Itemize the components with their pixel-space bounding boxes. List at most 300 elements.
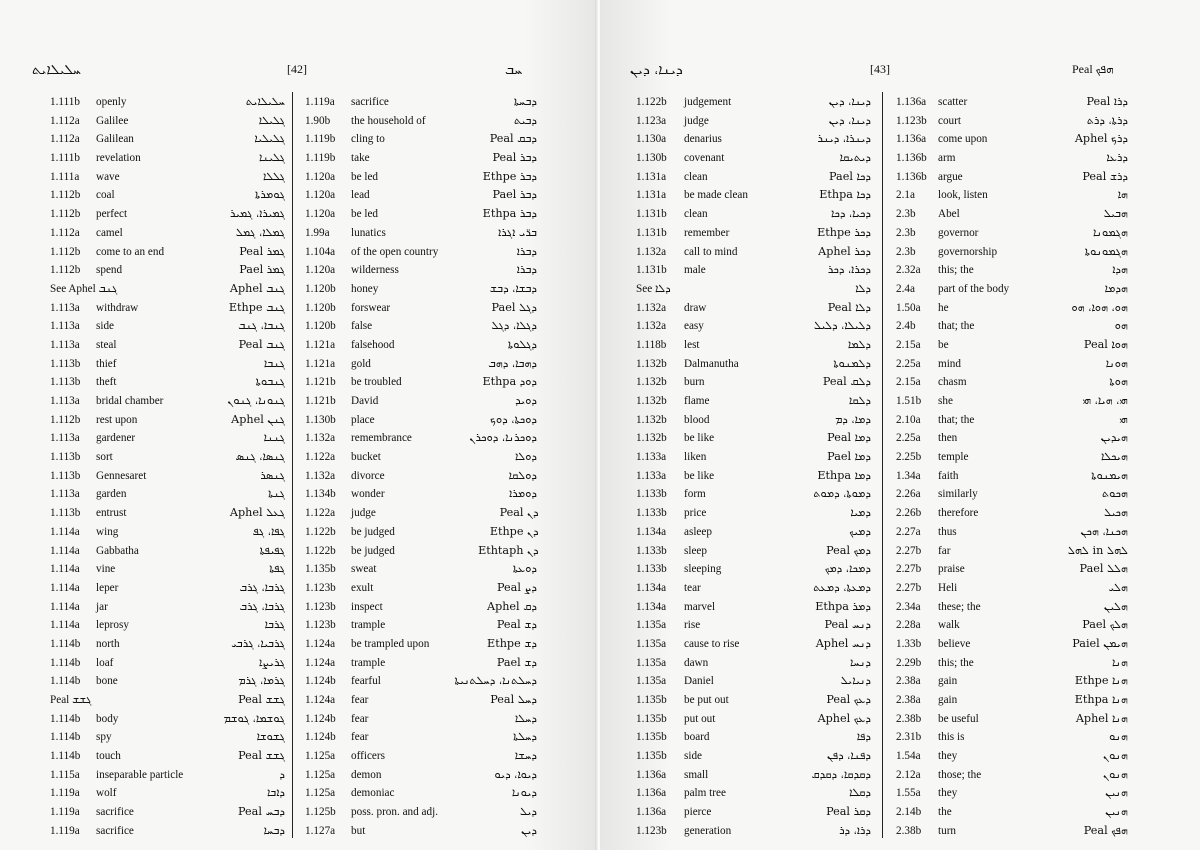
entry-reference: 1.136b	[896, 170, 927, 183]
entry-row	[896, 691, 1128, 710]
entry-reference: 1.124b	[305, 675, 336, 688]
entry-syriac: ܕܪܬܐ، ܕܪܬ	[1086, 113, 1128, 127]
entry-gloss: be	[938, 338, 949, 351]
entry-gloss: be judged	[351, 544, 395, 557]
entry-syriac: ܓܠܝܠܝܐ	[254, 132, 285, 146]
entry-row	[305, 504, 537, 523]
entry-syriac: ܕܡܘܬܐ، ܕܡܘܬ	[813, 487, 871, 501]
entry-reference: 2.34a	[896, 600, 921, 613]
entry-reference: 1.113b	[50, 376, 81, 389]
entry-row	[896, 504, 1128, 523]
entry-row	[636, 766, 871, 785]
entry-syriac: ܓܡܝܪܐ، ܓܡܝܪ	[230, 207, 285, 221]
entry-reference: 1.124b	[305, 731, 336, 744]
entry-gloss: wave	[96, 170, 120, 183]
entry-row	[305, 616, 537, 635]
entry-gloss: withdraw	[96, 301, 139, 314]
entry-reference: 1.113a	[50, 488, 80, 501]
entry-reference: 1.114a	[50, 600, 80, 613]
entry-reference: 1.132a	[305, 469, 336, 482]
entry-reference: 1.112a	[50, 133, 80, 146]
page-number-43: [43]	[870, 62, 890, 76]
entry-row	[305, 747, 537, 766]
entry-row	[50, 429, 285, 448]
entry-row	[305, 784, 537, 803]
entry-gloss: be made clean	[684, 189, 748, 202]
entry-row	[636, 224, 871, 243]
entry-gloss: that; the	[938, 413, 975, 426]
entry-gloss: lest	[684, 338, 700, 351]
entry-syriac: ܗܕܡܐ	[1104, 281, 1128, 295]
entry-reference: 1.113b	[50, 451, 81, 464]
entry-gloss: then	[938, 432, 958, 445]
entry-gloss: thief	[96, 357, 117, 370]
entry-row	[50, 112, 285, 131]
left-page	[0, 0, 597, 850]
entry-row	[305, 299, 537, 318]
entry-reference: 1.130b	[305, 413, 336, 426]
entry-row	[896, 542, 1128, 561]
entry-syriac: Peal ܕܒܚ	[238, 805, 285, 819]
entry-syriac: ܕܘܠܐ	[514, 450, 537, 464]
entry-reference: 1.118b	[636, 338, 667, 351]
entry-row	[305, 579, 537, 598]
entry-syriac: ܓܪܡܐ، ܓܪܡ	[238, 674, 285, 688]
entry-reference: 1.124a	[305, 656, 336, 669]
entry-gloss: court	[938, 114, 961, 127]
entry-gloss: walk	[938, 619, 960, 632]
entry-syriac: ܓܠܝܠܐ	[258, 113, 285, 127]
entry-reference: 1.135a	[636, 675, 667, 688]
entry-row	[305, 710, 537, 729]
entry-reference: See ܕܠܐ	[636, 282, 671, 295]
entry-gloss: camel	[96, 226, 123, 239]
entry-gloss: palm tree	[684, 787, 726, 800]
entry-reference: 1.122b	[305, 544, 336, 557]
entry-gloss: inseparable particle	[96, 768, 184, 781]
entry-row	[896, 411, 1128, 430]
entry-reference: 1.120b	[305, 320, 336, 333]
entry-gloss: Abel	[938, 208, 960, 221]
entry-gloss: board	[684, 731, 710, 744]
entry-syriac: ܕܓܠܘܬܐ	[507, 337, 537, 351]
entry-row	[50, 299, 285, 318]
entry-reference: 1.136a	[636, 787, 667, 800]
entry-syriac: ܕܢܚܐ	[850, 655, 871, 669]
entry-row	[305, 280, 537, 299]
entry-row	[636, 186, 871, 205]
entry-syriac: Ethtaph ܕܢ	[478, 543, 537, 557]
entry-gloss: dawn	[684, 656, 709, 669]
entry-row	[305, 149, 537, 168]
entry-row	[50, 579, 285, 598]
entry-reference: 1.119a	[50, 806, 80, 819]
entry-gloss: be judged	[351, 525, 395, 538]
entry-reference: 1.125b	[305, 806, 336, 819]
entry-gloss: rest upon	[96, 413, 138, 426]
entry-syriac: ܗܢܝܢ	[1105, 805, 1128, 819]
entry-syriac: ܗܘ، ܗܘܐ، ܗܘ	[1071, 300, 1128, 314]
entry-reference: 2.4a	[896, 282, 915, 295]
entry-syriac: ܗܝ	[1119, 412, 1128, 426]
entry-reference: 2.14b	[896, 806, 922, 819]
entry-row	[636, 429, 871, 448]
entry-reference: 1.134a	[636, 600, 667, 613]
entry-row	[50, 616, 285, 635]
entry-row	[50, 635, 285, 654]
entry-reference: 2.3b	[896, 226, 916, 239]
entry-gloss: entrust	[96, 507, 127, 520]
entry-row	[636, 93, 871, 112]
entry-row	[636, 803, 871, 822]
entry-syriac: Aphel ܓܢܢ	[231, 412, 285, 426]
entry-gloss: fear	[351, 712, 369, 725]
entry-syriac: Peal ܕܪܐ	[1086, 95, 1128, 108]
entry-row	[636, 448, 871, 467]
entry-reference: 1.123a	[636, 114, 667, 127]
entry-gloss: touch	[96, 750, 121, 763]
entry-syriac: ܗܠܝܢ	[1103, 599, 1128, 613]
entry-syriac: Aphel ܕܟܪ	[818, 244, 871, 258]
entry-gloss: governor	[938, 226, 979, 239]
entry-reference: 1.121b	[305, 376, 336, 389]
entry-syriac: ܕܘܝܕ	[515, 394, 537, 407]
entry-syriac: ܕܟܪܐ، ܕܟܪ	[827, 263, 871, 277]
entry-row	[305, 542, 537, 561]
right-column-2	[896, 93, 1128, 841]
entry-row	[896, 616, 1128, 635]
entry-row	[50, 672, 285, 691]
entry-syriac: ܗܘܬܐ	[1109, 375, 1128, 389]
entry-syriac: ܗܝܡܢܘܬܐ	[1091, 468, 1128, 482]
entry-syriac: ܕܡܐ، ܕܡ	[835, 412, 871, 426]
entry-syriac: ܕܝܘܢܐ	[511, 786, 537, 800]
entry-row	[896, 373, 1128, 392]
entry-gloss: asleep	[684, 525, 712, 538]
entry-syriac: ܕܚܫܐ	[514, 749, 537, 763]
entry-reference: 1.122b	[636, 96, 667, 108]
entry-gloss: Gabbatha	[96, 544, 139, 557]
entry-syriac: Peal ܕܢܚ	[824, 618, 871, 632]
entry-row	[50, 822, 285, 841]
entry-reference: 1.115a	[50, 768, 80, 781]
entry-syriac: ܓܦܝܦܬܐ	[259, 543, 285, 557]
entry-row	[896, 728, 1128, 747]
entry-reference: 1.123b	[305, 581, 336, 594]
entry-syriac: Aphel ܕܢܚ	[815, 636, 871, 650]
entry-row	[50, 485, 285, 504]
entry-row	[636, 168, 871, 187]
entry-syriac: ܕܘܥܬܐ	[512, 562, 537, 576]
entry-gloss: loaf	[96, 656, 114, 669]
entry-row	[636, 392, 871, 411]
entry-syriac: ܕܝܢܪܐ، ܕܝܢܪ	[817, 132, 871, 146]
entry-row	[636, 635, 871, 654]
entry-reference: 2.25b	[896, 451, 922, 464]
entry-row	[636, 784, 871, 803]
entry-gloss: thus	[938, 525, 957, 538]
entry-reference: 1.124a	[305, 694, 336, 706]
entry-syriac: Ethpe ܕܫ	[487, 636, 537, 650]
entry-syriac: ܗܕܐ	[1112, 263, 1128, 277]
entry-row	[896, 355, 1128, 374]
entry-row	[50, 747, 285, 766]
entry-reference: 2.4b	[896, 320, 916, 333]
entry-syriac: ܕܗܒܐ، ܕܗܒ	[488, 356, 537, 370]
entry-gloss: Daniel	[684, 675, 714, 688]
entry-syriac: Pael ܗܠܟ	[1082, 618, 1128, 632]
entry-row	[896, 186, 1128, 205]
entry-gloss: openly	[96, 96, 127, 108]
entry-gloss: believe	[938, 637, 971, 650]
entry-row	[305, 186, 537, 205]
entry-reference: 1.119a	[50, 787, 80, 800]
entry-reference: 2.26a	[896, 488, 921, 501]
entry-gloss: Heli	[938, 581, 958, 594]
entry-reference: 1.114a	[50, 525, 80, 538]
entry-gloss: be trampled upon	[351, 637, 430, 650]
entry-row	[896, 560, 1128, 579]
entry-syriac: ܕܩܠܐ	[849, 786, 871, 800]
entry-gloss: generation	[684, 824, 732, 837]
entry-reference: 1.132a	[636, 245, 667, 258]
entry-gloss: side	[684, 750, 703, 763]
entry-reference: 1.120a	[305, 189, 336, 202]
entry-gloss: bucket	[351, 451, 381, 464]
entry-reference: 1.111b	[50, 152, 80, 165]
entry-row	[896, 523, 1128, 542]
entry-gloss: arm	[938, 152, 956, 165]
entry-gloss: judgement	[684, 96, 732, 108]
entry-gloss: covenant	[684, 152, 725, 165]
entry-row	[305, 598, 537, 617]
entry-reference: 1.132a	[636, 320, 667, 333]
entry-gloss: of the open country	[351, 245, 439, 258]
entry-row	[305, 822, 537, 841]
entry-row	[50, 691, 285, 710]
entry-row	[636, 261, 871, 280]
entry-reference: 1.135a	[636, 637, 667, 650]
entry-gloss: that; the	[938, 320, 975, 333]
entry-gloss: trample	[351, 656, 386, 669]
entry-reference: 1.135b	[636, 750, 667, 763]
entry-gloss: be led	[351, 170, 379, 183]
entry-reference: 1.136b	[896, 152, 927, 165]
entry-reference: Peal ܓܫܫ	[50, 694, 92, 706]
entry-reference: 1.113b	[50, 357, 81, 370]
entry-gloss: sleeping	[684, 563, 722, 576]
entry-syriac: ܕܒܫܐ، ܕܒܫ	[489, 281, 537, 295]
entry-gloss: leper	[96, 581, 119, 594]
entry-gloss: flame	[684, 395, 710, 407]
entry-syriac: Peal ܓܫܫ	[238, 749, 285, 763]
entry-syriac: ܓܢܣܐ، ܓܢܣ	[235, 450, 285, 464]
entry-syriac: ܕܦܢܐ، ܕܦܢ	[826, 749, 871, 763]
entry-reference: 2.38b	[896, 824, 922, 837]
entry-gloss: judge	[684, 114, 709, 127]
entry-syriac: ܓܪܝܨܐ	[258, 655, 285, 669]
entry-syriac: Pael ܕܟܐ	[829, 169, 871, 183]
entry-row	[896, 448, 1128, 467]
entry-reference: 2.38b	[896, 712, 922, 725]
entry-gloss: north	[96, 637, 120, 650]
entry-row	[305, 168, 537, 187]
entry-reference: 1.131a	[636, 189, 667, 202]
right-column-1	[636, 93, 871, 841]
entry-gloss: place	[351, 413, 375, 426]
entry-syriac: ܓܢܒܘܬܐ	[255, 375, 285, 389]
entry-syriac: ܕܘܟܪܢܐ، ܕܘܟܪܢ	[469, 431, 537, 445]
entry-reference: 1.135a	[636, 656, 667, 669]
entry-syriac: Peal ܕܒܩ	[489, 132, 537, 146]
entry-syriac: ܓܦܬܐ	[269, 562, 285, 576]
entry-syriac: Peal ܕܠܐ	[827, 300, 871, 314]
entry-syriac: ܗܢܘܢ	[1103, 749, 1128, 763]
entry-syriac: Ethpa ܕܟܐ	[819, 188, 871, 202]
entry-syriac: ܕܠܝܠܐ، ܕܠܝܠ	[813, 319, 871, 333]
entry-syriac: Peal ܓܫܫ	[238, 693, 285, 706]
entry-reference: 1.131b	[636, 208, 667, 221]
entry-syriac: Pael ܕܓܠ	[491, 300, 537, 314]
entry-reference: 1.120a	[305, 264, 336, 277]
entry-reference: 1.121a	[305, 357, 336, 370]
entry-gloss: side	[96, 320, 115, 333]
entry-reference: 1.132b	[636, 432, 667, 445]
entry-reference: 1.123b	[305, 600, 336, 613]
entry-syriac: Aphel ܕܥܟ	[817, 711, 871, 725]
entry-row	[896, 710, 1128, 729]
entry-syriac: ܗܢܝܢ	[1105, 786, 1128, 800]
entry-gloss: come upon	[938, 133, 988, 146]
entry-reference: 2.15a	[896, 376, 921, 389]
entry-gloss: sleep	[684, 544, 707, 557]
entry-row	[50, 504, 285, 523]
left-column-2	[305, 93, 537, 841]
entry-reference: 1.112b	[50, 208, 81, 221]
entry-reference: 1.135b	[305, 563, 336, 576]
entry-syriac: ܓܪܒܐ، ܓܪܒ	[239, 599, 285, 613]
entry-row	[896, 766, 1128, 785]
entry-row	[50, 336, 285, 355]
entry-syriac: ܕܪܥܐ	[1106, 151, 1128, 165]
entry-row	[305, 485, 537, 504]
entry-syriac: Ethpe ܕܢ	[489, 524, 537, 538]
entry-syriac: ܕ	[279, 767, 285, 781]
entry-gloss: false	[351, 320, 373, 333]
entry-row	[636, 616, 871, 635]
entry-gloss: perfect	[96, 208, 128, 221]
entry-row	[896, 579, 1128, 598]
entry-gloss: lunatics	[351, 226, 386, 239]
entry-gloss: small	[684, 768, 709, 781]
entry-row	[305, 243, 537, 262]
entry-reference: 1.120a	[305, 208, 336, 221]
entry-gloss: but	[351, 824, 366, 837]
entry-row	[305, 766, 537, 785]
entry-gloss: cling to	[351, 133, 385, 146]
entry-gloss: those; the	[938, 768, 982, 781]
entry-syriac: ܗܟܘܬ	[1101, 487, 1128, 501]
entry-gloss: vine	[96, 563, 116, 576]
entry-reference: 1.135b	[636, 712, 667, 725]
entry-gloss: pierce	[684, 806, 712, 819]
entry-gloss: remember	[684, 226, 730, 239]
entry-reference: 1.136a	[896, 96, 927, 108]
entry-reference: 1.124a	[305, 637, 336, 650]
entry-syriac: ܓܪܒܐ	[264, 618, 285, 632]
entry-syriac: Aphel ܓܥܠ	[229, 506, 285, 520]
entry-reference: 1.135b	[636, 731, 667, 744]
entry-syriac: Pael ܕܡܐ	[827, 450, 871, 464]
entry-gloss: gardener	[96, 432, 136, 445]
entry-row	[305, 205, 537, 224]
entry-reference: 1.119a	[50, 824, 80, 837]
entry-reference: 1.119a	[305, 96, 335, 108]
entry-reference: 1.125a	[305, 750, 336, 763]
entry-reference: 1.121b	[305, 395, 336, 407]
entry-reference: 2.32a	[896, 264, 921, 277]
entry-gloss: David	[351, 395, 379, 407]
entry-reference: 1.99a	[305, 226, 330, 239]
entry-gloss: take	[351, 152, 370, 165]
entry-reference: 1.112b	[50, 189, 81, 202]
entry-row	[636, 598, 871, 617]
entry-reference: 2.38a	[896, 694, 921, 706]
entry-gloss: spy	[96, 731, 112, 744]
entry-syriac: ܗܢܘܢ	[1103, 767, 1128, 781]
entry-gloss: be like	[684, 432, 715, 445]
entry-row	[896, 93, 1128, 112]
entry-syriac: ܕܠܡܢܘܬܐ	[833, 356, 871, 370]
entry-reference: 1.133b	[636, 507, 667, 520]
entry-row	[636, 130, 871, 149]
entry-gloss: officers	[351, 750, 385, 763]
entry-syriac: ܠܗܠ in ܠܗܠ	[1067, 543, 1128, 557]
entry-syriac: ܕܘܠܩܐ	[508, 468, 537, 482]
entry-syriac: Peal ܓܢܒ	[238, 337, 285, 351]
entry-row	[50, 149, 285, 168]
entry-syriac: Pael ܕܫ	[496, 655, 537, 669]
right-page	[600, 0, 1200, 850]
entry-syriac: Peal ܗܘܐ	[1083, 337, 1128, 351]
entry-gloss: fear	[351, 731, 369, 744]
entry-row	[896, 280, 1128, 299]
entry-row	[305, 672, 537, 691]
entry-syriac: ܕܚܠܬܢܐ، ܕܚܠܬܢܝܬܐ	[454, 674, 537, 688]
entry-syriac: ܓܘܫܡܐ، ܓܘܫܡ	[223, 711, 285, 725]
entry-syriac: ܓܡܠܐ، ܓܡܠ	[235, 225, 285, 239]
entry-gloss: gold	[351, 357, 371, 370]
entry-syriac: ܕܟܝܐ، ܕܟܐ	[830, 207, 871, 221]
entry-row	[896, 243, 1128, 262]
entry-gloss: Galilee	[96, 114, 129, 127]
entry-reference: 2.1a	[896, 189, 915, 202]
entry-row	[305, 523, 537, 542]
entry-row	[50, 373, 285, 392]
entry-syriac: Ethpa ܕܘܕ	[482, 375, 537, 389]
entry-row	[636, 243, 871, 262]
entry-syriac: ܕܝܠ	[519, 805, 537, 819]
entry-syriac: Peal ܕܥܟ	[826, 693, 871, 706]
entry-gloss: call to mind	[684, 245, 738, 258]
entry-reference: 1.133a	[636, 469, 667, 482]
entry-syriac: ܗܐ	[1117, 188, 1128, 202]
entry-syriac: ܚܠܝܠܐܝܬ	[245, 95, 285, 108]
entry-gloss: they	[938, 787, 958, 800]
entry-reference: 1.112a	[50, 226, 80, 239]
entry-row	[636, 299, 871, 318]
entry-syriac: ܕܦܐ	[856, 730, 871, 744]
